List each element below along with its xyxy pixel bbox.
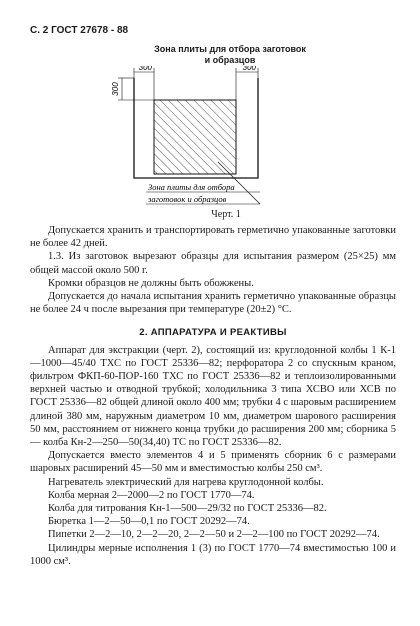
paragraph-pipettes: Пипетки 2—2—10, 2—2—20, 2—2—50 и 2—2—100 по ГОСТ 20292—74. — [48, 529, 380, 541]
dim-label-top-left: 300 — [138, 66, 152, 72]
figure-caption: Черт. 1 — [211, 209, 241, 220]
paragraph-titration-flask: Колба для титрования Кн-1—500—29/32 по ГОСТ 25336—82. — [48, 503, 327, 515]
paragraph-cylinders: Цилиндры мерные исполнения 1 (3) по ГОСТ 1770—74 вместимостью 100 и 1000 см³. — [30, 542, 396, 567]
dim-label-side: 300 — [111, 82, 120, 96]
dim-label-top-right: 300 — [242, 66, 256, 72]
paragraph-substitute: Допускается вместо элементов 4 и 5 применять сборник 6 с размерами шаровых расширений 45—50 мм и вместимостью колбы 250 см³. — [30, 450, 396, 475]
figure-title-line1: Зона плиты для отбора заготовок — [154, 44, 306, 54]
paragraph-flask: Колба мерная 2—2000—2 по ГОСТ 1770—74. — [48, 489, 255, 501]
paragraph-heater: Нагреватель электрический для нагрева круглодонной колбы. — [48, 476, 324, 488]
body-text — [30, 224, 396, 568]
paragraph-1-3: 1.3. Из заготовок вырезают образцы для испытания размером (25×25) мм общей массой около 500 г. — [30, 251, 396, 276]
zone-label-line1: Зона плиты для отбора — [148, 182, 235, 192]
paragraph-storage-samples: Допускается до начала испытания хранить герметично упакованные образцы не более 24 ч после вырезания при температуре (20±2) °С. — [30, 291, 396, 316]
paragraph-apparatus: Аппарат для экстракции (черт. 2), состоящий из: круглодонной колбы 1 К-1—1000—45/40 ТХС по ГОСТ 25336—82; перфоратора 2 со спускным краном, фильтром ФКП-60-ПОР-160 ТХС по ГОСТ 25336—82 и теплоизолированными верхней частью и отводной трубкой; холодильника 3 типа ХСВО или ХСВ по ГОСТ 25336—82 общей длиной около 400 мм; трубки 4 с шаровым расширением длиной 380 мм, наружным диаметром 10 мм, диаметром шарового расширения 50 мм, расстоянием от нижнего конца трубки до расширения 200 мм; сборника 5 — колба Кн-2—250—50(34,40) ТС по ГОСТ 25336—82. — [30, 344, 396, 449]
running-head: С. 2 ГОСТ 27678 - 88 — [30, 25, 129, 36]
paragraph-storage: Допускается хранить и транспортировать герметично упакованные заготовки не более 42 дней. — [30, 225, 396, 250]
paragraph-edges: Кромки образцов не должны быть обожжены. — [48, 277, 254, 289]
section-title: 2. АППАРАТУРА И РЕАКТИВЫ — [139, 327, 287, 339]
paragraph-burette: Бюретка 1—2—50—0,1 по ГОСТ 20292—74. — [48, 516, 250, 528]
zone-label-line2: заготовок и образцов — [148, 194, 227, 204]
plate-zone-diagram — [100, 66, 300, 211]
sampling-zone — [154, 100, 236, 174]
figure-title-line2: и образцов — [204, 55, 256, 65]
